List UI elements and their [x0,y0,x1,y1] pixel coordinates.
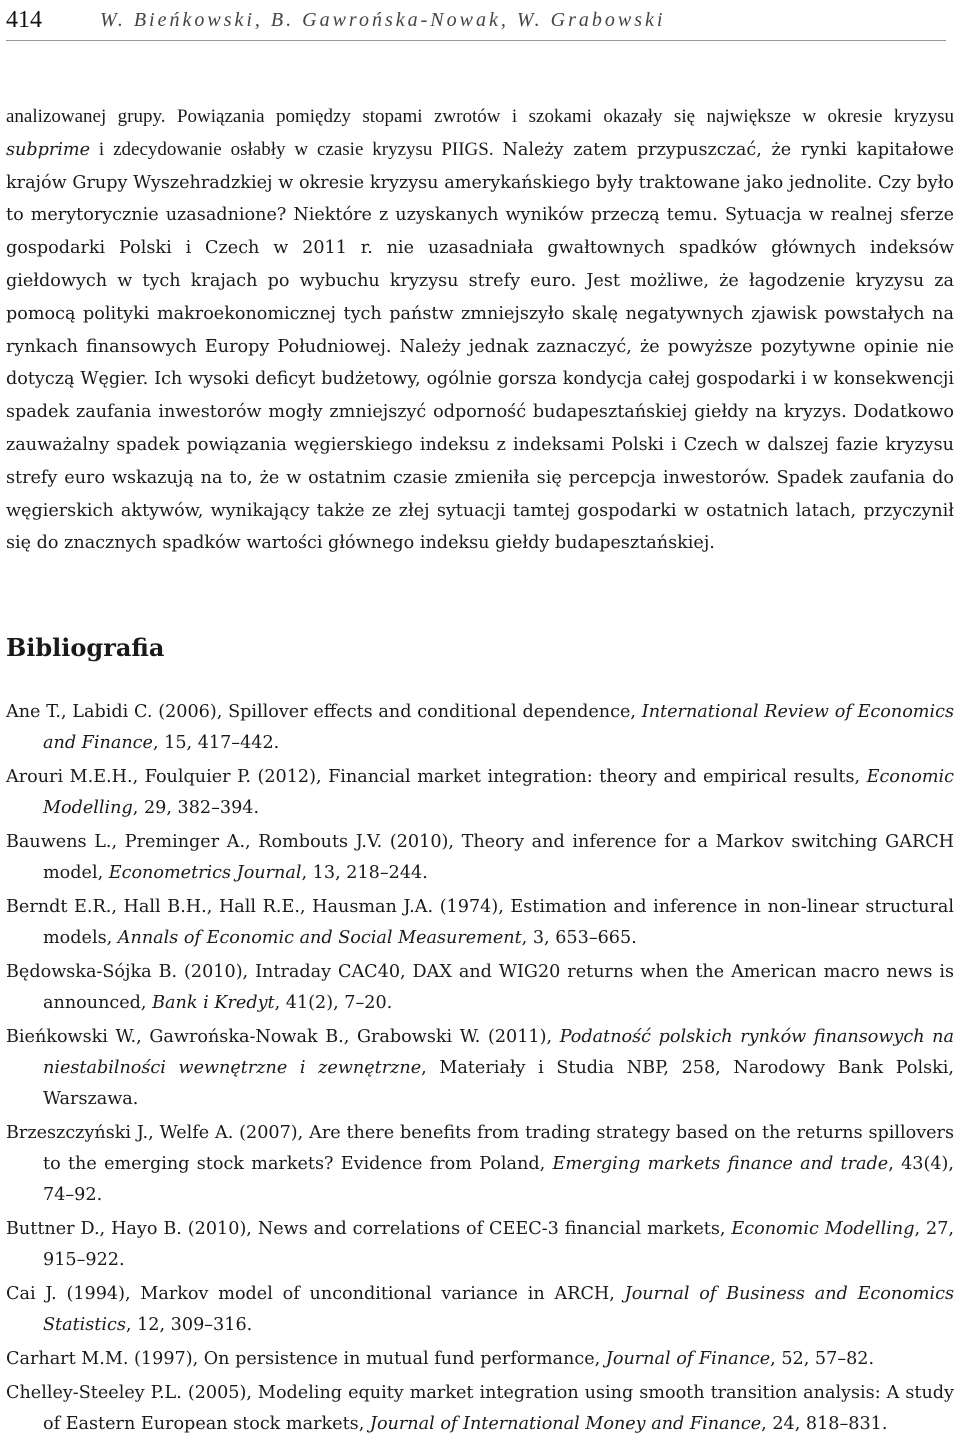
paragraph-italic-term: subprime [6,139,91,160]
entry-authors-title: Arouri M.E.H., Foulquier P. (2012), Financial market integration: theory and empirical results, [6,767,867,787]
bibliography-entry [6,1378,954,1440]
entry-details: , 27, 915–922. [43,1219,954,1270]
bibliography-entry [6,1279,954,1341]
entry-source: Journal of Finance [605,1349,771,1369]
entry-source: Econometrics Journal [108,863,302,883]
running-head: W. Bieńkowski, B. Gawrońska-Nowak, W. Grabowski [100,8,666,31]
entry-authors-title: Chelley-Steeley P.L. (2005), Modeling equity market integration using smooth transition analysis: A study of Eastern European stock markets, [6,1383,954,1434]
entry-details: , 52, 57–82. [770,1349,875,1369]
entry-source: Journal of Business and Economics Statistics [43,1284,954,1335]
entry-details: , 29, 382–394. [132,798,260,818]
entry-source: Emerging markets finance and trade [552,1154,889,1174]
bibliography-entry [6,1344,954,1375]
entry-authors-title: Carhart M.M. (1997), On persistence in mutual fund performance, [6,1349,606,1369]
entry-details: , 41(2), 7–20. [274,993,393,1013]
bibliography-entry [6,1118,954,1211]
bibliography-entry [6,1214,954,1276]
entry-authors-title: Ane T., Labidi C. (2006), Spillover effects and conditional dependence, [6,702,642,722]
entry-source: International Review of Economics and Finance [43,702,954,753]
bibliography-entry [6,697,954,759]
entry-details: , 13, 218–244. [301,863,428,883]
bibliography-entry [6,892,954,954]
entry-source: Bank i Kredyt [152,993,275,1013]
entry-source: Economic Modelling [731,1219,915,1239]
entry-authors-title: Brzeszczyński J., Welfe A. (2007), Are there benefits from trading strategy based on the returns spillovers to the emerging stock markets? Evidence from Poland, [6,1123,954,1174]
entry-source: Podatność polskich rynków finansowych na niestabilności wewnętrzne i zewnętrzne [43,1027,954,1078]
body-paragraph [6,101,954,560]
bibliography-heading: Bibliografia [6,633,165,662]
entry-source: Economic Modelling [43,767,954,818]
entry-authors-title: Berndt E.R., Hall B.H., Hall R.E., Hausman J.A. (1974), Estimation and inference in non-linear structural models, [6,897,954,948]
entry-details: , 12, 309–316. [125,1315,253,1335]
entry-authors-title: Cai J. (1994), Markov model of unconditional variance in ARCH, [6,1284,625,1304]
entry-source: Annals of Economic and Social Measurement [117,928,522,948]
bibliography-entry [6,762,954,824]
page-number: 414 [6,6,42,33]
bibliography-entry [6,957,954,1019]
entry-authors-title: Będowska-Sójka B. (2010), Intraday CAC40, DAX and WIG20 returns when the American macro news is announced, [6,962,954,1013]
entry-details: , 3, 653–665. [521,928,637,948]
paragraph-text-part: analizowanej grupy. Powiązania pomiędzy stopami zwrotów i szokami okazały się największe w okresie kryzysu [6,106,954,127]
bibliography-entry [6,1022,954,1115]
entry-details: , 43(4), 74–92. [43,1154,954,1205]
bibliography-entry [6,827,954,889]
entry-authors-title: Buttner D., Hayo B. (2010), News and correlations of CEEC-3 financial markets, [6,1219,732,1239]
entry-details: , 24, 818–831. [761,1414,888,1434]
paragraph-text-part: i zdecydowanie osłabły w czasie kryzysu PIIGS. [90,138,503,160]
entry-authors-title: Bauwens L., Preminger A., Rombouts J.V. (2010), Theory and inference for a Markov switching GARCH model, [6,832,954,883]
page-header [6,0,946,41]
bibliography-list [6,697,954,1443]
entry-authors-title: Bieńkowski W., Gawrońska-Nowak B., Grabowski W. (2011), [6,1027,560,1047]
entry-details: , Materiały i Studia NBP, 258, Narodowy Bank Polski, Warszawa. [43,1058,954,1109]
entry-source: Journal of International Money and Finance [369,1414,762,1434]
paragraph-text-part: Należy zatem przypuszczać, że rynki kapitałowe krajów Grupy Wyszehradzkiej w okresie kryzysu amerykańskiego były traktowane jako jednolite. Czy było to merytorycznie uzasadnione? Niektóre z uzyskanych wyników przeczą temu. Sytuacja w realnej sferze gospodarki Polski i Czech w 2011 r. nie uzasadniała gwałtownych spadków głównych indeksów giełdowych w tych krajach po wybuchu kryzysu strefy euro. Jest możliwe, że łagodzenie kryzysu za pomocą polityki makroekonomicznej tych państw zmniejszyło skalę negatywnych zjawisk powstałych na rynkach finansowych Europy Południowej. Należy jednak zaznaczyć, że powyższe pozytywne opinie nie dotyczą Węgier. Ich wysoki deficyt budżetowy, ogólnie gorsza kondycja całej gospodarki i w konsekwencji spadek zaufania inwestorów mogły zmniejszyć odporność budapesztańskiej giełdy na kryzys. Dodatkowo zauważalny spadek powiązania węgierskiego indeksu z indeksami Polski i Czech w dalszej fazie kryzysu strefy euro wskazują na to, że w ostatnim czasie zmieniła się percepcja inwestorów. Spadek zaufania do węgierskich aktywów, wynikający także ze złej sytuacji tamtej gospodarki w ostatnich latach, przyczynił się do znacznych spadków wartości głównego indeksu giełdy budapesztańskiej. [6,139,954,554]
entry-details: , 15, 417–442. [152,733,280,753]
